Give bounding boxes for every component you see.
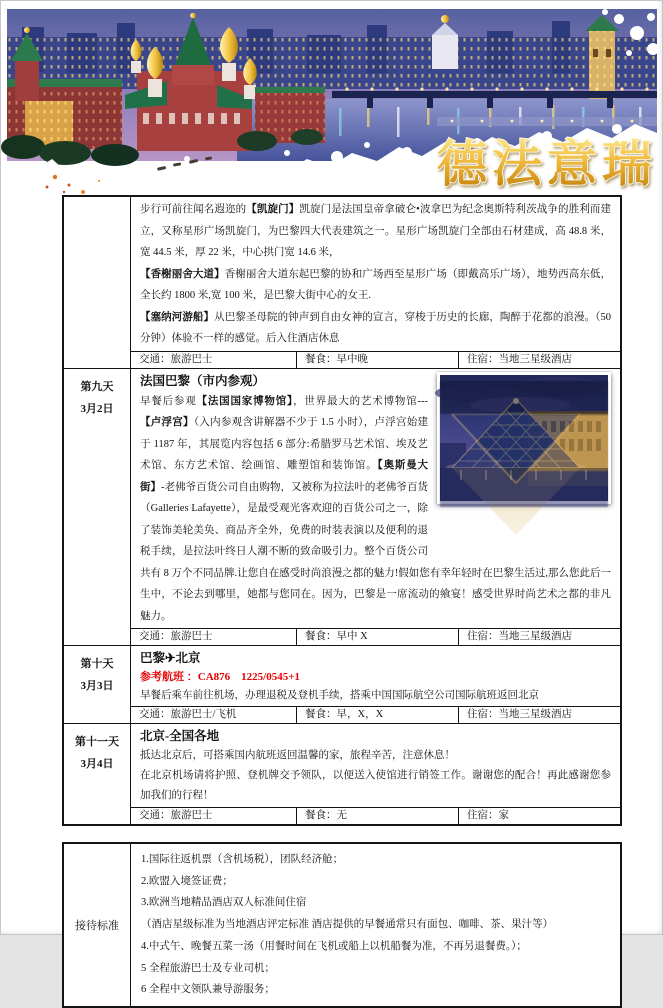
meals-cell: 餐食：早中 X [297, 629, 459, 645]
date-label: 3月4日 [80, 758, 114, 770]
transport-cell: 交通：旅游巴士 [131, 629, 297, 645]
paragraph-arc-de-triomphe: 步行可前往闻名遐迩的【凯旋门】凯旋门是法国皇帝拿破仑•波拿巴为纪念奥斯特利茨战争的胜利而建立，又称星形广场凯旋门，为巴黎四大代表建筑之一。星形广场凯旋门全部由石材建成，高 48.8 米，宽 44.5 米，厚 22 米，中心拱门宽 14.6 米， [140, 204, 612, 258]
transport-cell: 交通：旅游巴士 [131, 808, 297, 824]
meta-row [131, 628, 620, 645]
paragraph-seine-cruise: 【塞纳河游船】从巴黎圣母院的钟声到自由女神的宣言，穿梭于历史的长廊，陶醉于花都的浪漫。（50 分钟）体验不一样的感觉。后入住酒店休息 [140, 311, 612, 344]
reception-table [62, 842, 622, 1008]
louvre-photo-block [437, 372, 611, 555]
transport-cell: 交通：旅游巴士/飞机 [131, 707, 297, 723]
meals-cell: 餐食：早，X，X [297, 707, 459, 723]
banner-scene [7, 9, 657, 195]
day-label: 第十天 [80, 658, 114, 670]
louvre-photo-reflection [437, 507, 611, 555]
transport-cell: 交通：旅游巴士 [131, 352, 297, 368]
hotel-cell: 住宿：家 [467, 810, 509, 821]
banner-title: 德法意瑞 [437, 136, 657, 192]
hotel-cell: 住宿：当地三星级酒店 [467, 353, 572, 365]
document-content [62, 195, 622, 1008]
day11-line2: 在北京机场请将护照、登机牌交予领队，以便送入使馆进行销签工作。谢谢您的配合！再此感谢您参加我们的行程！ [140, 770, 611, 801]
day-title: 法国巴黎（市内参观） [140, 373, 266, 388]
paragraph-day9: 早餐后参观【法国国家博物馆】，世界最大的艺术博物馆---【卢浮宫】（入内参观含讲解器不少于 1.5 小时），卢浮宫始建于 1187 年，其展览内容包括 6 部分:希腊罗马艺术馆、埃及艺术馆、东方艺术馆、绘画馆、雕塑馆和装饰馆。【奥斯曼大街】-老佛爷百货公司自由购物，又被称为拉法叶的老佛爷百货（Galleries Lafayette），是最受观光客欢迎的百货公司之一，除了装饰美轮美奂、商品齐全外，免费的时装表演以及便利的退税手续，是拉法叶终日人潮不断的致命吸引力。整个百货公司共有 8 万个不同品牌.让您自在感受时尚浪漫之都的魅力!假如您有幸年轻时在巴黎生活过,那么您此后一生中，不论去到哪里，她都与您同在。因为，巴黎是一席流动的飨宴！感受世界时尚艺术之都的非凡魅力。 [140, 395, 611, 622]
day-label: 第十一天 [75, 736, 119, 748]
reception-item: （酒店星级标准为当地酒店评定标准 酒店提供的早餐通常只有面包、咖啡、茶、果汁等） [141, 919, 554, 931]
meta-row [131, 706, 620, 723]
day-cell-day11 [64, 724, 131, 824]
meals-cell: 餐食：无 [297, 808, 459, 824]
itinerary-row-day9 [64, 369, 620, 647]
meta-row [131, 351, 620, 368]
hotel-cell: 住宿：当地三星级酒店 [467, 709, 572, 720]
day-cell-day9 [64, 369, 131, 646]
reception-item: 4.中式午、晚餐五菜一汤（用餐时间在飞机或船上以机船餐为准，不再另退餐费。）； [141, 940, 527, 952]
day-title: 北京-全国各地 [140, 729, 220, 743]
reception-item: 2.欧盟入境签证费； [141, 875, 233, 887]
itinerary-row-day10 [64, 646, 620, 724]
date-label: 3月3日 [80, 680, 114, 692]
reception-item: 5 全程旅游巴士及专业司机； [141, 962, 275, 974]
day11-line1: 抵达北京后，可搭乘国内航班返回温馨的家，旅程辛苦，注意休息！ [140, 750, 455, 761]
meta-row [131, 807, 620, 824]
reception-item: 3.欧洲当地精品酒店双人标准间住宿 [141, 897, 307, 909]
itinerary-table [62, 195, 622, 826]
reception-item: 6 全程中文领队兼导游服务； [141, 984, 275, 996]
itinerary-text [131, 369, 620, 629]
day-title-flight: 巴黎✈北京 [140, 651, 201, 665]
day-label: 第九天 [80, 380, 114, 393]
itinerary-row-day11 [64, 724, 620, 824]
flight-note: 参考航班 ：CA876 1225/0545+1 [140, 671, 300, 683]
reception-item: 1.国际往返机票（含机场税），团队经济舱； [141, 854, 344, 865]
hotel-cell: 住宿：当地三星级酒店 [467, 631, 572, 642]
day-cell-empty [64, 197, 131, 368]
reception-items [131, 844, 620, 1006]
reception-label: 接待标准 [64, 844, 131, 1006]
itinerary-text [131, 197, 620, 351]
meals-cell: 餐食：早中晚 [297, 352, 459, 368]
day10-description: 早餐后乘车前往机场，办理退税及登机手续，搭乘中国国际航空公司国际航班返回北京 [140, 690, 539, 701]
paragraph-champs-elysees: 【香榭丽舍大道】香榭丽舍大道东起巴黎的协和广场西至星形广场（即戴高乐广场），地势西高东低，全长约 1800 米,宽 100 米，是巴黎大街中心的女王. [140, 268, 612, 301]
banner-image [7, 9, 657, 195]
date-label: 3月2日 [80, 402, 114, 415]
day-cell-day10 [64, 646, 131, 723]
itinerary-text [131, 646, 620, 706]
itinerary-row-continuation [64, 197, 620, 369]
itinerary-text [131, 724, 620, 807]
